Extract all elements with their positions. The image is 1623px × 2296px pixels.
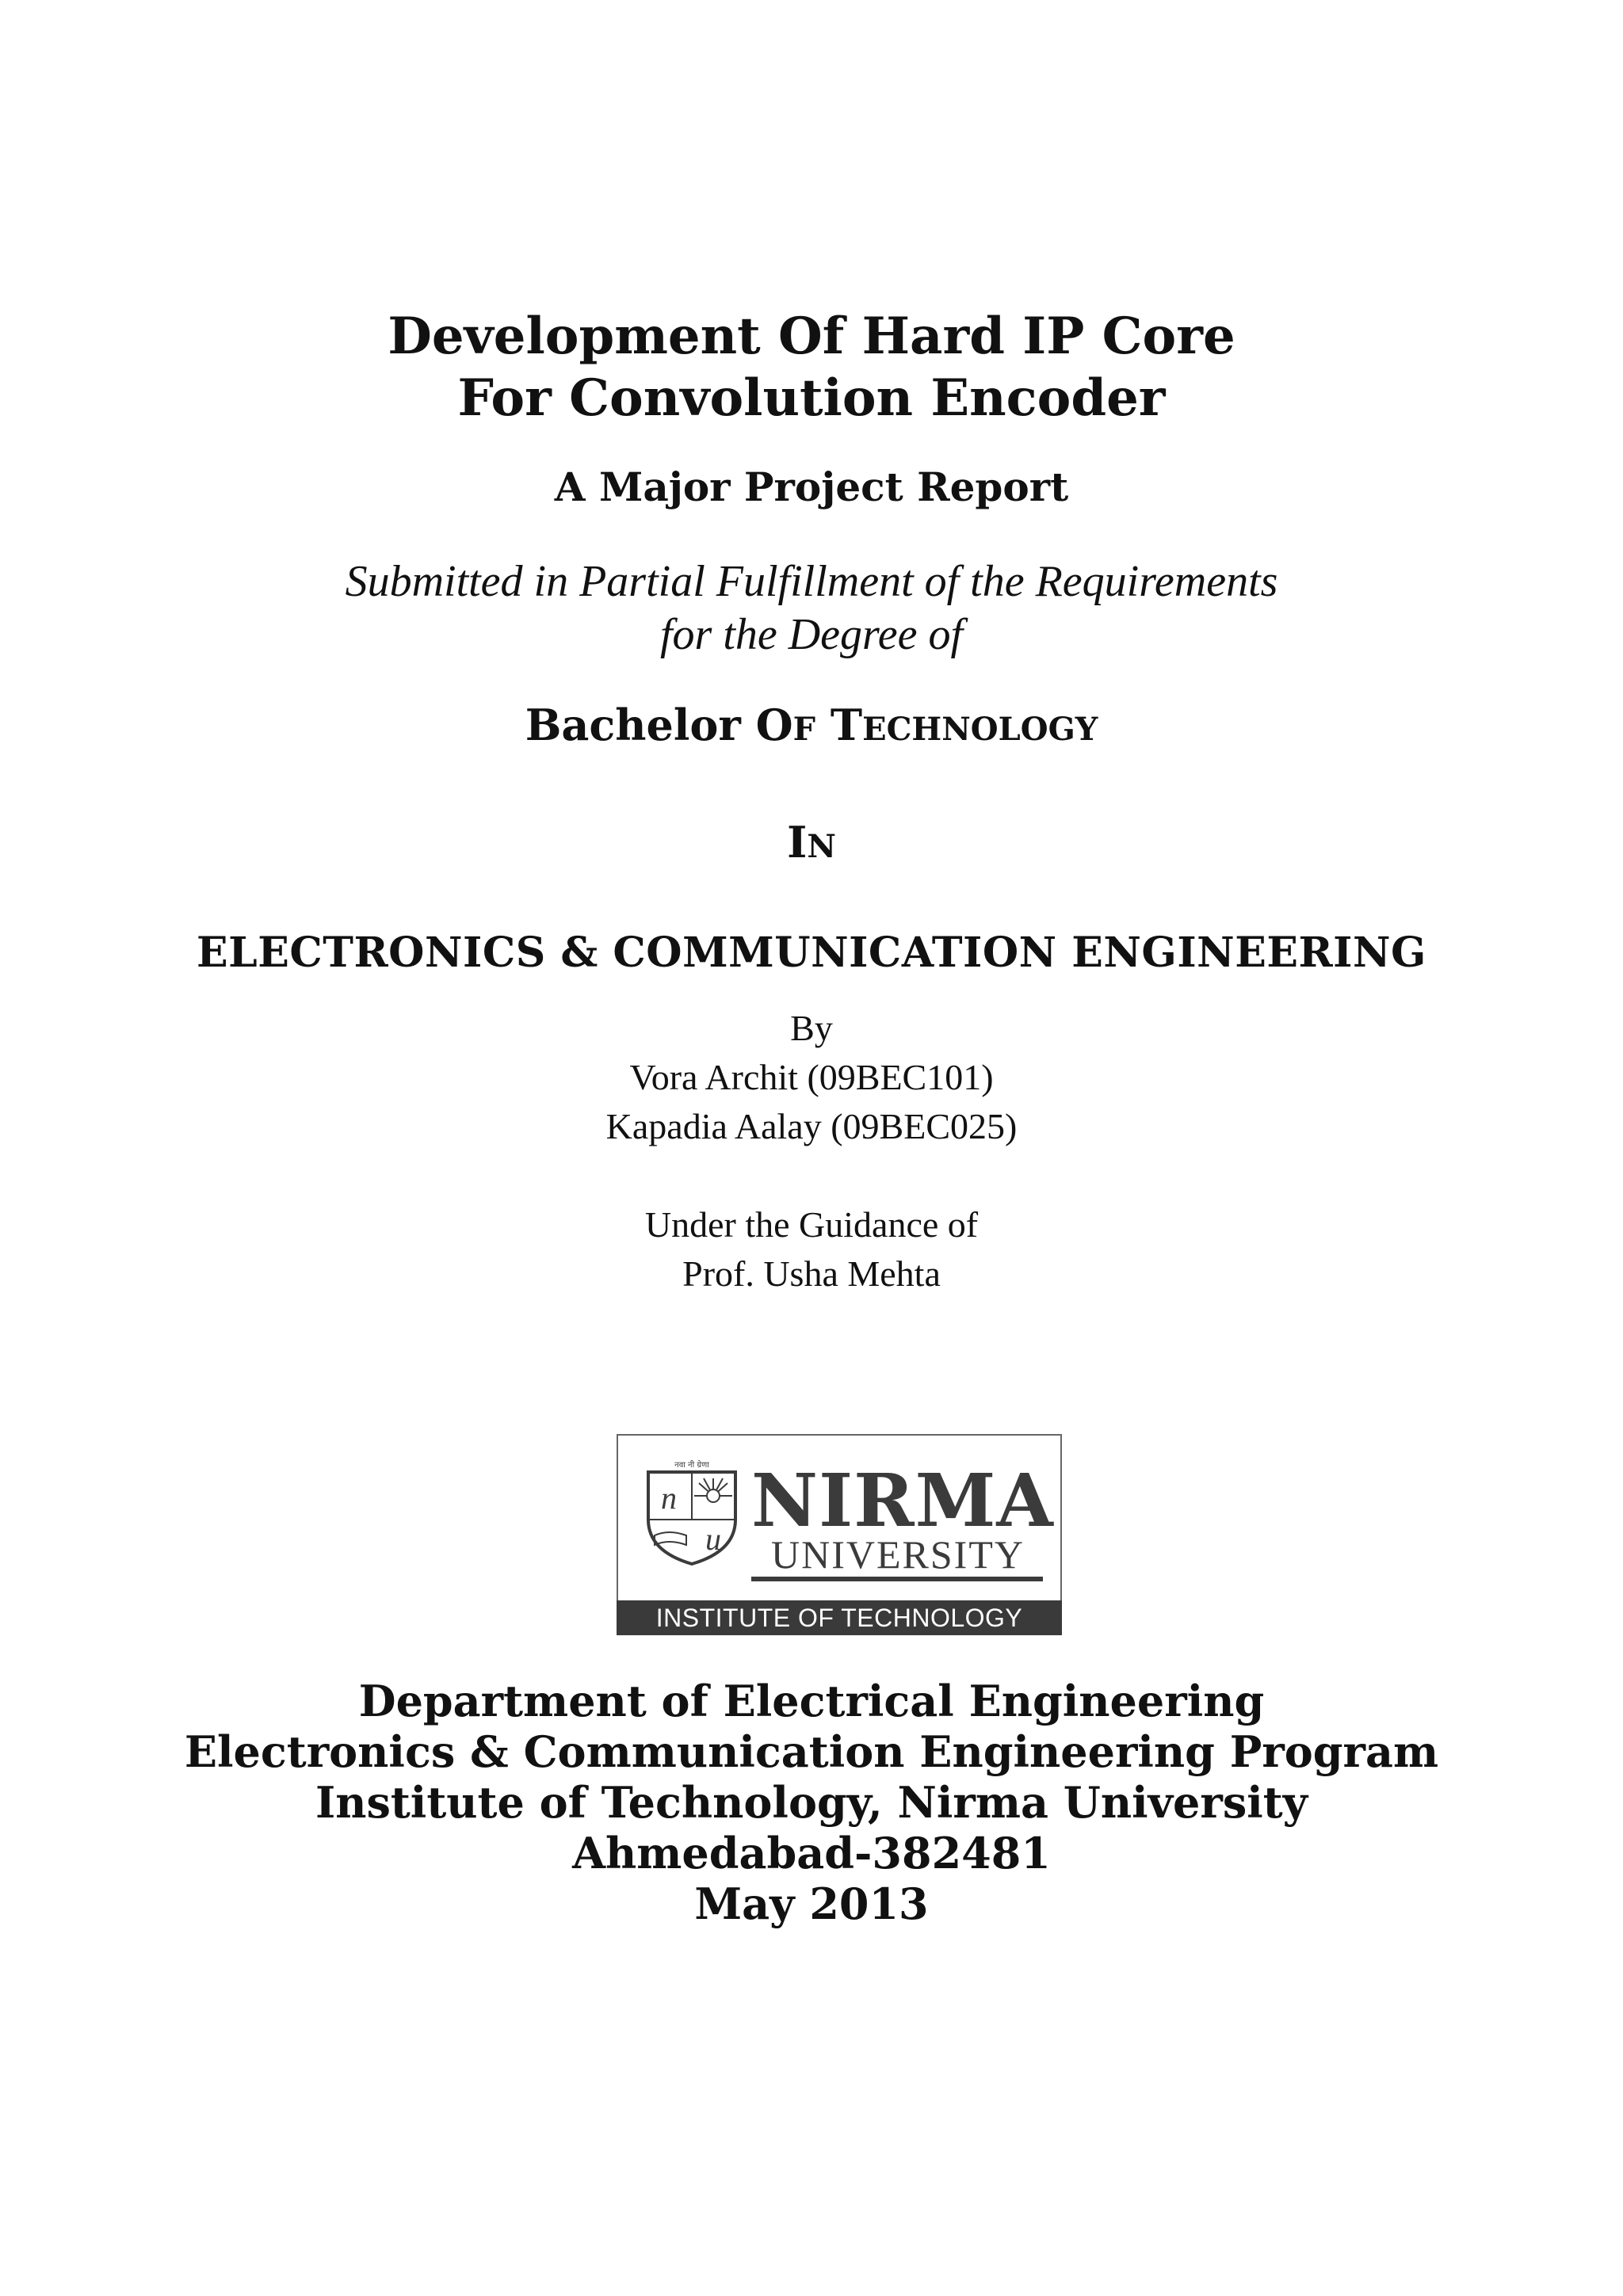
department-line-1: Department of Electrical Engineering	[358, 1676, 1265, 1726]
department-line-2: Electronics & Communication Engineering Program	[184, 1726, 1439, 1777]
logo-band: INSTITUTE OF TECHNOLOGY	[617, 1600, 1062, 1635]
guidance-label: Under the Guidance of	[644, 1204, 979, 1245]
degree-name	[0, 697, 1623, 757]
logo-rule	[751, 1577, 1043, 1581]
degree-of: OF	[755, 700, 816, 750]
author-1: Vora Archit (09BEC101)	[629, 1057, 994, 1097]
in-word: IN	[787, 817, 836, 868]
report-title-line-1: Development Of Hard IP Core	[388, 307, 1235, 366]
degree-word: Bachelor	[525, 700, 741, 750]
report-title-line-2: For Convolution Encoder	[457, 368, 1166, 428]
university-crest-icon	[640, 1456, 743, 1567]
by-label: By	[790, 1008, 833, 1048]
crest-motto: नवा नी ग्रेणा	[674, 1461, 709, 1470]
nirma-university-logo	[617, 1434, 1062, 1635]
author-2: Kapadia Aalay (09BEC025)	[605, 1106, 1018, 1146]
submission-date: May 2013	[694, 1878, 929, 1929]
report-subtitle: A Major Project Report	[554, 463, 1069, 510]
department-line-3: Institute of Technology, Nirma University	[315, 1777, 1308, 1828]
submission-line-1: Submitted in Partial Fulfillment of the Requirements	[345, 557, 1278, 606]
logo-nirma-text: NIRMA	[751, 1458, 1054, 1543]
submission-line-2: for the Degree of	[659, 610, 964, 659]
guide-name: Prof. Usha Mehta	[682, 1253, 941, 1294]
branch-name: ELECTRONICS & COMMUNICATION ENGINEERING	[197, 929, 1426, 977]
degree-technology: TECHNOLOGY	[830, 700, 1098, 750]
logo-university-text: UNIVERSITY	[771, 1532, 1025, 1577]
svg-text:n: n	[661, 1480, 677, 1516]
svg-text:u: u	[705, 1521, 721, 1557]
department-line-4: Ahmedabad-382481	[572, 1828, 1051, 1878]
